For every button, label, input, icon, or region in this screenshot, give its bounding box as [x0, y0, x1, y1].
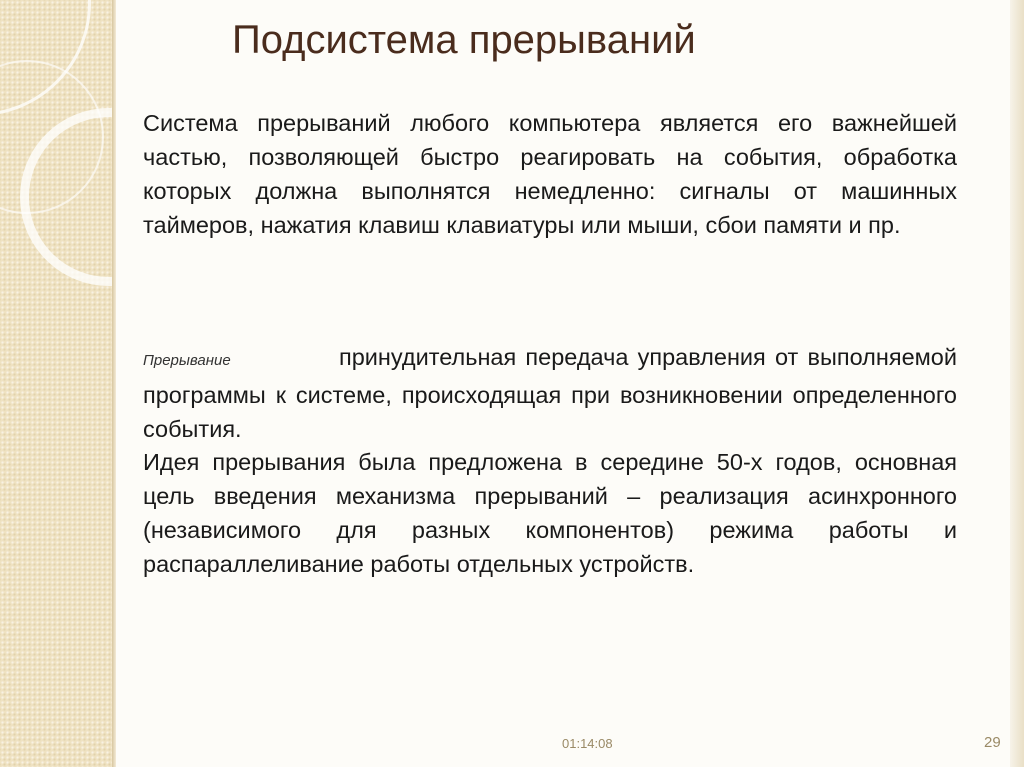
slide-number: 29	[984, 734, 1001, 751]
definition-term: Прерывание	[143, 352, 231, 369]
history-paragraph: Идея прерывания была предложена в середине 50-х годов, основная цель введения механизма прерываний – реализация асинхронного (независимого для разных компонентов) режима работы и распараллеливание работы отдельных устройств.	[143, 449, 957, 577]
definition-paragraph	[143, 340, 957, 446]
side-strip-edge	[112, 0, 116, 767]
footer-time: 01:14:08	[562, 736, 613, 751]
definition-text: принудительная передача управления от выполняемой программы к системе, происходящая при возникновении определенного события.	[143, 344, 957, 442]
decorative-side-strip	[0, 0, 112, 767]
right-edge-shadow	[1010, 0, 1024, 767]
slide-title: Подсистема прерываний	[232, 18, 696, 62]
intro-paragraph: Система прерываний любого компьютера является его важнейшей частью, позволяющей быстро реагировать на события, обработка которых должна выполнятся немедленно: сигналы от машинных таймеров, нажатия клавиш клавиатуры или мыши, сбои памяти и пр.	[143, 110, 957, 238]
